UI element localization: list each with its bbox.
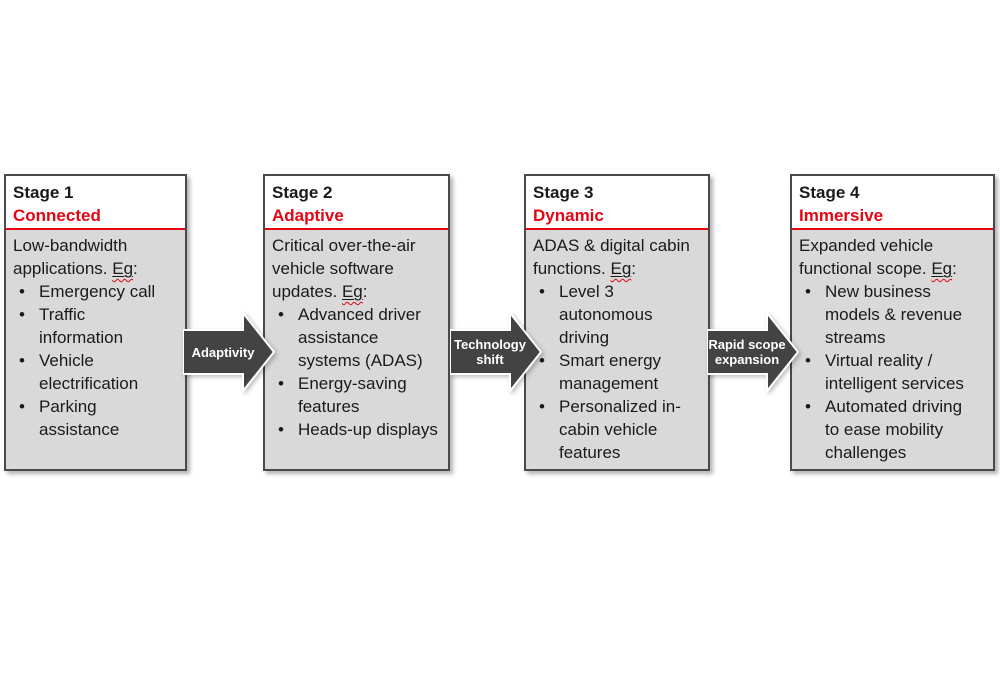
stage-2-body: [265, 230, 448, 469]
stage-2-subtitle: Adaptive: [272, 206, 344, 225]
bullet-item: • Level 3 autonomous driving: [533, 280, 699, 349]
stage-3-description-text: ADAS & digital cabin functions.: [533, 236, 690, 278]
stage-4-title: Stage 4: [799, 183, 860, 202]
bullet-item: • Smart energy management: [533, 349, 699, 395]
bullet-item: • Automated driving to ease mobility challenges: [799, 395, 980, 464]
stage-1-header: [6, 176, 185, 230]
stage-2-bullet-list: [272, 303, 446, 441]
eg-abbreviation: Eg: [610, 259, 632, 278]
stage-4-subtitle: Immersive: [799, 206, 884, 225]
eg-colon: :: [133, 259, 138, 278]
arrow-1-label: Adaptivity: [191, 344, 255, 360]
transition-arrow-2: [450, 312, 542, 392]
stage-4-description-text: Expanded vehicle functional scope.: [799, 236, 934, 278]
stage-3-header: [526, 176, 708, 230]
stage-4-header: [792, 176, 993, 230]
eg-abbreviation: Eg: [931, 259, 953, 278]
transition-arrow-1: [183, 312, 275, 392]
eg-abbreviation: Eg: [341, 282, 363, 301]
arrow-2-label: Technology shift: [454, 337, 526, 367]
bullet-item: • Parking assistance: [13, 395, 169, 441]
bullet-item: • New business models & revenue streams: [799, 280, 980, 349]
stage-card-2: [263, 174, 450, 471]
eg-abbreviation: Eg: [112, 259, 134, 278]
bullet-item: • Vehicle electrification: [13, 349, 169, 395]
transition-arrow-3: [707, 312, 799, 392]
bullet-item: • Energy-saving features: [272, 372, 438, 418]
stage-2-title: Stage 2: [272, 183, 333, 202]
stage-2-header: [265, 176, 448, 230]
eg-colon: :: [631, 259, 637, 278]
stage-2-description: [272, 234, 446, 303]
stage-card-4: [790, 174, 995, 471]
bullet-item: • Advanced driver assistance systems (ADAS): [272, 303, 438, 372]
stage-3-description: [533, 234, 691, 280]
stage-4-bullet-list: [799, 280, 991, 464]
stage-2-description-text: Critical over-the-air vehicle software updates.: [272, 236, 416, 301]
stage-3-body: [526, 230, 708, 469]
stage-1-title: Stage 1: [13, 183, 74, 202]
stage-1-description: [13, 234, 183, 280]
stage-card-3: [524, 174, 710, 471]
bullet-item: • Personalized in-cabin vehicle features: [533, 395, 699, 464]
eg-colon: :: [362, 282, 368, 301]
bullet-item: • Emergency call: [13, 280, 169, 303]
bullet-item: • Virtual reality / intelligent services: [799, 349, 980, 395]
stage-4-body: [792, 230, 993, 469]
eg-colon: :: [952, 259, 957, 278]
stage-4-description: [799, 234, 991, 280]
stage-1-subtitle: Connected: [13, 206, 101, 225]
bullet-item: • Heads-up displays: [272, 418, 438, 441]
bullet-item: • Traffic information: [13, 303, 169, 349]
stage-1-bullet-list: [13, 280, 183, 441]
stage-3-title: Stage 3: [533, 183, 594, 202]
stage-3-bullet-list: [533, 280, 706, 464]
stage-1-body: [6, 230, 185, 469]
arrow-3-label: Rapid scope expansion: [708, 337, 786, 367]
stage-1-description-text: Low-bandwidth applications.: [13, 236, 128, 278]
stage-card-1: [4, 174, 187, 471]
stage-3-subtitle: Dynamic: [533, 206, 604, 225]
